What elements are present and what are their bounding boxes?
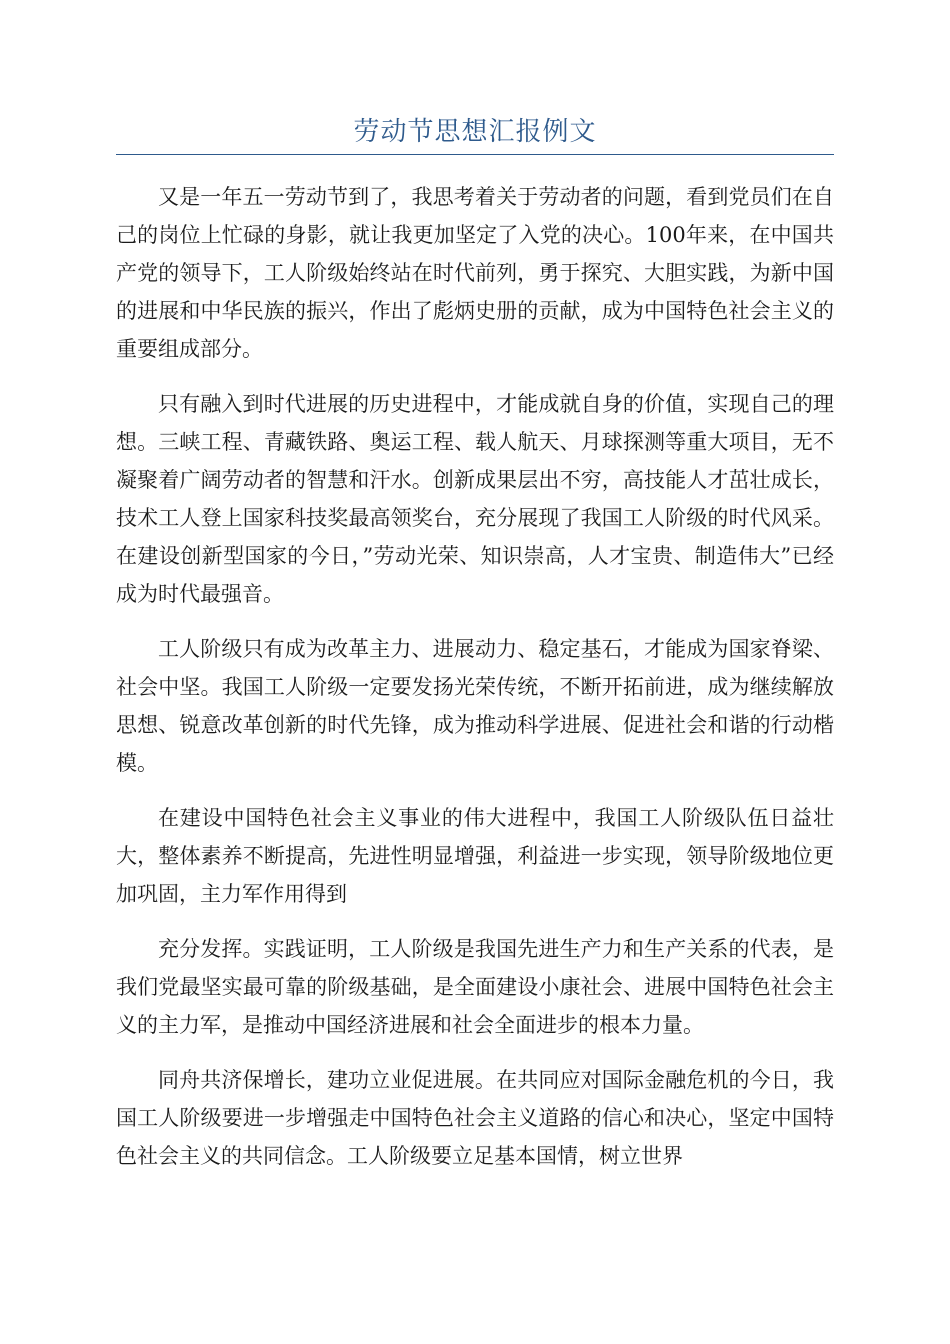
document-body xyxy=(116,178,834,1192)
paragraph-2: 只有融入到时代进展的历史进程中，才能成就自身的价值，实现自己的理想。三峡工程、青藏铁路、奥运工程、载人航天、月球探测等重大项目，无不凝聚着广阔劳动者的智慧和汗水。创新成果层出不穷，高技能人才茁壮成长，技术工人登上国家科技奖最高领奖台，充分展现了我国工人阶级的时代风采。在建设创新型国家的今日，”劳动光荣、知识崇高，人才宝贵、制造伟大”已经成为时代最强音。 xyxy=(116,392,834,606)
paragraph-3: 工人阶级只有成为改革主力、进展动力、稳定基石，才能成为国家脊梁、社会中坚。我国工人阶级一定要发扬光荣传统，不断开拓前进，成为继续解放思想、锐意改革创新的时代先锋，成为推动科学进展、促进社会和谐的行动楷模。 xyxy=(116,637,834,775)
document-title: 劳动节思想汇报例文 xyxy=(353,117,597,147)
paragraph-5: 充分发挥。实践证明，工人阶级是我国先进生产力和生产关系的代表，是我们党最坚实最可靠的阶级基础，是全面建设小康社会、进展中国特色社会主义的主力军，是推动中国经济进展和社会全面进步的根本力量。 xyxy=(116,937,834,1037)
paragraph-4: 在建设中国特色社会主义事业的伟大进程中，我国工人阶级队伍日益壮大，整体素养不断提高，先进性明显增强，利益进一步实现，领导阶级地位更加巩固，主力军作用得到 xyxy=(116,806,834,906)
paragraph-1: 又是一年五一劳动节到了，我思考着关于劳动者的问题，看到党员们在自己的岗位上忙碌的身影，就让我更加坚定了入党的决心。100年来，在中国共产党的领导下，工人阶级始终站在时代前列，勇于探究、大胆实践，为新中国的进展和中华民族的振兴，作出了彪炳史册的贡献，成为中国特色社会主义的重要组成部分。 xyxy=(116,185,834,361)
paragraph-6: 同舟共济保增长，建功立业促进展。在共同应对国际金融危机的今日，我国工人阶级要进一步增强走中国特色社会主义道路的信心和决心，坚定中国特色社会主义的共同信念。工人阶级要立足基本国情，树立世界 xyxy=(116,1068,834,1168)
title-underline xyxy=(116,154,834,155)
